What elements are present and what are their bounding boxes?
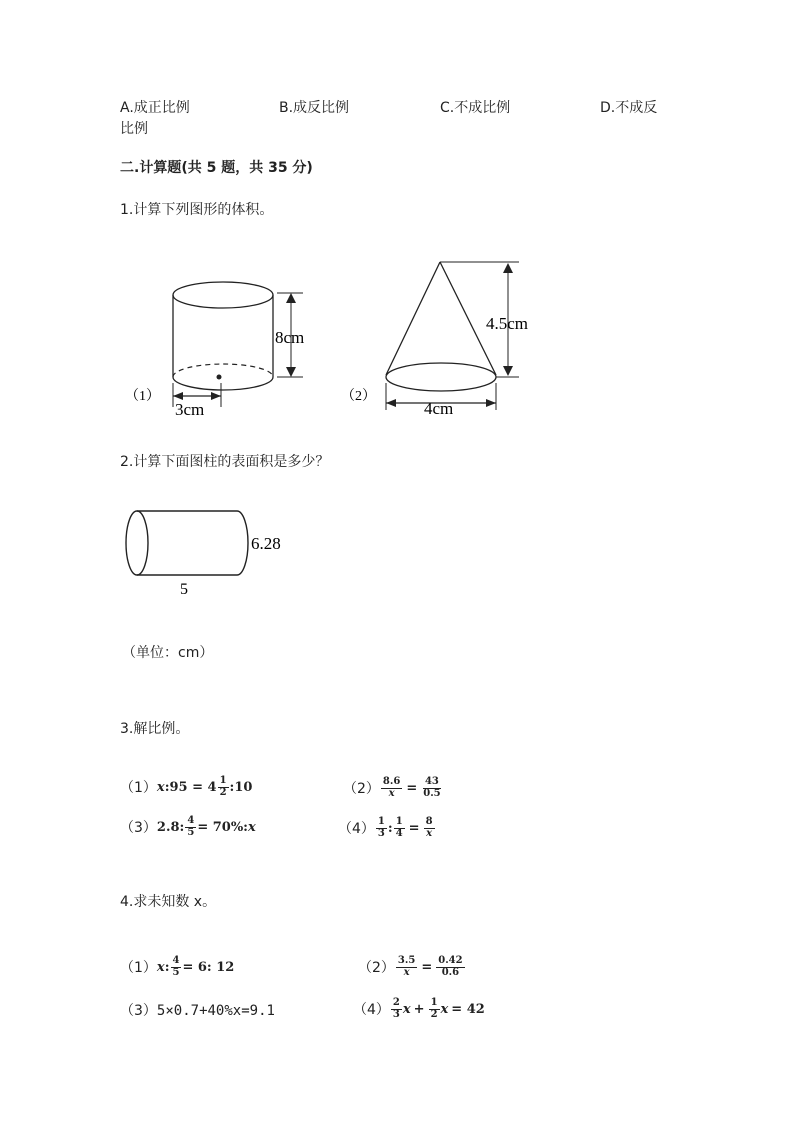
- q4-problem-4: [353, 993, 485, 1025]
- question-4-text: 4.求未知数 x。: [120, 894, 217, 910]
- q3-problem-3: [120, 812, 256, 842]
- cone-height-label: 4.5cm: [486, 314, 529, 333]
- q4-p1-x: x: [156, 959, 165, 975]
- question-3-text: 3.解比例。: [120, 721, 190, 737]
- q4-p4-fraction-b: $\frac{1}{2}$: [430, 997, 438, 1020]
- q4-p4-plus: +: [413, 1001, 425, 1017]
- q3-problem-4: [338, 810, 436, 846]
- q4-p2-right-fraction: $\frac{0.42}{0.6}$: [438, 955, 463, 978]
- q3-p3-lhs: 2.8:: [156, 819, 185, 835]
- q3-p4-label: （4）: [338, 821, 375, 837]
- q3-p1-rhs: :10: [229, 779, 253, 795]
- q4-problem-2: [358, 949, 466, 985]
- q4-p4-x1: x: [402, 1001, 411, 1017]
- q3-p4-equals: =: [408, 820, 420, 836]
- q4-p4-rhs: = 42: [451, 1001, 485, 1017]
- choice-d: D.不成反: [600, 100, 658, 116]
- q4-problem-1: [120, 952, 234, 982]
- q4-p1-fraction: $\frac{4}{5}$: [172, 955, 180, 978]
- q4-p4-x2: x: [440, 1001, 449, 1017]
- q4-problem-3: [120, 1000, 275, 1020]
- choice-d-continued: 比例: [120, 121, 148, 137]
- cylinder-height-label: 8cm: [275, 328, 305, 347]
- q4-p3-expression: 5×0.7+40%x=9.1: [156, 1003, 275, 1019]
- q3-p3-fraction: $\frac{4}{5}$: [187, 815, 195, 838]
- q3-p3-x: x: [247, 819, 256, 835]
- q3-p1-fraction: $\frac{1}{2}$: [219, 775, 227, 798]
- q3-p4-fraction-b: $\frac{1}{4}$: [395, 816, 403, 839]
- fig1-label: （1）: [125, 389, 160, 404]
- question-2-text: 2.计算下面图柱的表面积是多少？: [120, 454, 330, 470]
- q3-p1-x: x: [156, 779, 165, 795]
- q3-problem-1: [120, 772, 252, 802]
- q3-p3-label: （3）: [120, 820, 157, 836]
- q3-p4-fraction-a: $\frac{1}{3}$: [377, 816, 385, 839]
- choice-b: B.成反比例: [279, 100, 350, 116]
- question-1-text: 1.计算下列图形的体积。: [120, 202, 274, 218]
- q2-cylinder-figure: [115, 505, 315, 605]
- q4-p1-label: （1）: [120, 960, 157, 976]
- choice-a: A.成正比例: [120, 100, 190, 116]
- q4-p3-label: （3）: [120, 1003, 157, 1019]
- q3-p3-rhs: = 70%:: [197, 819, 248, 835]
- q1-figures: [115, 255, 545, 430]
- q4-p1-rhs: = 6: 12: [182, 959, 235, 975]
- cone-diameter-label: 4cm: [424, 399, 454, 418]
- cone-figure: [386, 262, 519, 410]
- q3-p1-lhs: :95 = 4: [164, 779, 217, 795]
- q3-p2-label: （2）: [343, 781, 380, 797]
- q4-p1-colon: :: [164, 959, 170, 975]
- q3-problem-2: [343, 770, 444, 806]
- section-heading: 二.计算题(共 5 题，共 35 分): [120, 160, 313, 176]
- q3-p2-left-fraction: $\frac{8.6}{x}$: [382, 776, 401, 799]
- q4-p4-label: （4）: [353, 1002, 390, 1018]
- q3-p2-equals: =: [406, 780, 418, 796]
- q3-p2-right-fraction: $\frac{43}{0.5}$: [423, 776, 441, 799]
- q2-unit: （单位：cm）: [122, 645, 214, 661]
- q3-p4-fraction-c: $\frac{8}{x}$: [425, 816, 433, 839]
- q2-circumference-label: 6.28: [251, 534, 281, 553]
- q2-length-label: 5: [180, 581, 188, 598]
- q3-p1-label: （1）: [120, 780, 157, 796]
- q4-p4-fraction-a: $\frac{2}{3}$: [392, 997, 400, 1020]
- fig2-label: （2）: [341, 389, 376, 404]
- q4-p2-label: （2）: [358, 960, 395, 976]
- q4-p2-equals: =: [421, 959, 433, 975]
- cylinder-radius-label: 3cm: [175, 400, 205, 419]
- q4-p2-left-fraction: $\frac{3.5}{x}$: [397, 955, 416, 978]
- choice-c: C.不成比例: [440, 100, 511, 116]
- q3-p4-colon: :: [387, 820, 393, 836]
